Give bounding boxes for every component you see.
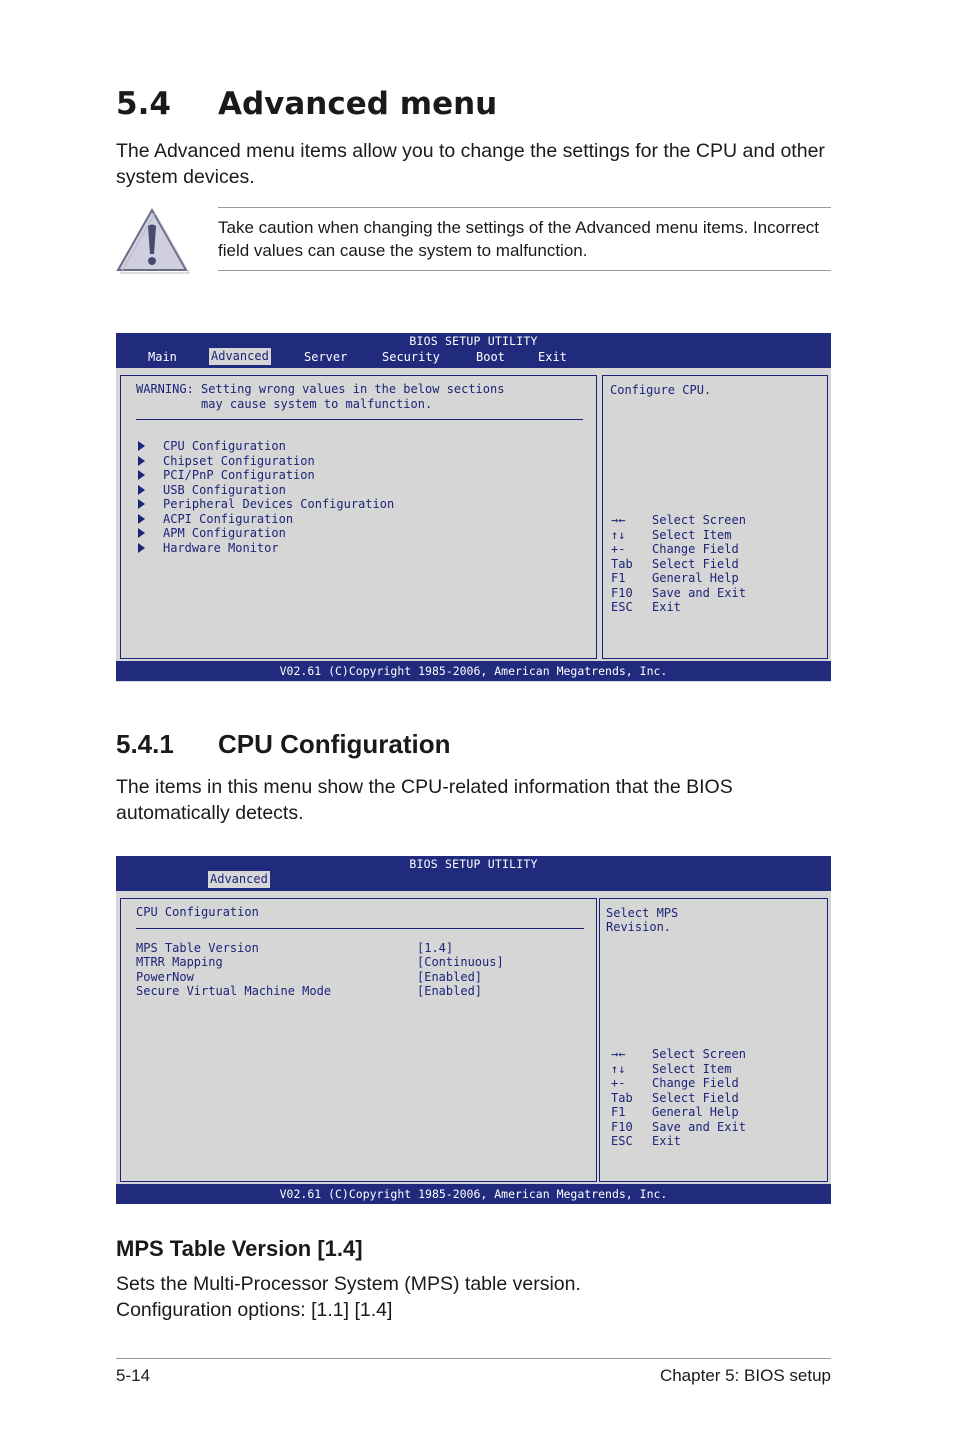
tab-security[interactable]: Security	[382, 350, 440, 364]
key-name: ↑↓	[611, 1061, 626, 1076]
key-row	[611, 1105, 746, 1120]
key-action: Select Field	[652, 1090, 739, 1105]
key-name: Tab	[611, 1090, 633, 1105]
tab-boot[interactable]: Boot	[476, 350, 505, 364]
key-legend	[611, 513, 746, 615]
key-row	[611, 1076, 746, 1091]
key-action: Select Item	[652, 527, 732, 542]
submenu-arrow-icon	[138, 528, 145, 538]
setting-value-secure-virtual-machine-mode[interactable]: [Enabled]	[417, 984, 483, 998]
key-row	[611, 513, 746, 528]
key-legend	[611, 1047, 746, 1149]
page-number: 5-14	[116, 1366, 151, 1385]
setting-value-mtrr-mapping[interactable]: [Continuous]	[417, 955, 504, 969]
setting-value-powernow[interactable]: [Enabled]	[417, 970, 483, 984]
subsection-title-text: CPU Configuration	[218, 729, 451, 759]
bios-separator	[136, 419, 583, 420]
menu-item-cpu-configuration[interactable]: CPU Configuration	[163, 439, 286, 453]
key-row	[611, 571, 746, 586]
bios-header	[116, 856, 831, 891]
key-action: Change Field	[652, 542, 739, 556]
key-name: ESC	[611, 1134, 633, 1148]
chapter-label: Chapter 5: BIOS setup	[659, 1366, 831, 1385]
warning-triangle-icon	[112, 204, 192, 276]
submenu-arrow-icon	[138, 441, 145, 451]
key-row	[611, 1047, 746, 1062]
setting-name-mps-table-version[interactable]: MPS Table Version	[136, 941, 259, 955]
help-text-line-2: Revision.	[606, 920, 672, 934]
bios-screen-advanced	[116, 333, 831, 682]
key-action: Select Field	[652, 556, 739, 571]
key-name: F1	[611, 571, 626, 585]
submenu-arrow-icon	[138, 499, 145, 509]
submenu-arrow-icon	[138, 543, 145, 553]
key-name: F10	[611, 1119, 633, 1134]
bios-separator	[136, 928, 584, 929]
bios-header	[116, 333, 831, 368]
menu-item-hardware-monitor[interactable]: Hardware Monitor	[163, 541, 279, 555]
key-action: General Help	[652, 571, 739, 585]
submenu-arrow-icon	[138, 456, 145, 466]
section-title-text: Advanced menu	[218, 86, 498, 122]
mps-heading: MPS Table Version [1.4]	[116, 1236, 363, 1261]
key-row	[611, 528, 746, 543]
key-row	[611, 586, 746, 601]
key-name: +-	[611, 1076, 626, 1090]
bios-copyright: V02.61 (C)Copyright 1985-2006, American Megatrends, Inc.	[116, 661, 831, 681]
intro-paragraph: The Advanced menu items allow you to change the settings for the CPU and other system devices.	[116, 140, 825, 188]
help-text: Configure CPU.	[610, 383, 712, 397]
key-name: ↑↓	[611, 527, 626, 542]
key-name: +-	[611, 542, 626, 556]
key-name: ESC	[611, 600, 633, 614]
key-action: Save and Exit	[652, 585, 746, 600]
section-title	[116, 86, 497, 122]
help-text-line-1: Select MPS	[606, 906, 679, 920]
menu-item-usb-configuration[interactable]: USB Configuration	[163, 483, 286, 497]
submenu-arrow-icon	[138, 514, 145, 524]
bios-title: BIOS SETUP UTILITY	[409, 857, 538, 871]
key-row	[611, 557, 746, 572]
key-name: →←	[611, 513, 626, 527]
subsection-number: 5.4.1	[116, 729, 174, 759]
tab-advanced[interactable]: Advanced	[210, 872, 268, 886]
key-action: Exit	[652, 600, 681, 614]
cpu-config-heading: CPU Configuration	[136, 905, 259, 919]
footer-rule	[116, 1358, 831, 1359]
caution-bottom-rule	[218, 270, 831, 271]
bios-title: BIOS SETUP UTILITY	[409, 334, 538, 348]
tab-exit[interactable]: Exit	[538, 350, 567, 364]
tab-advanced[interactable]: Advanced	[211, 349, 269, 363]
key-action: Select Screen	[652, 513, 746, 527]
tab-server[interactable]: Server	[304, 350, 348, 364]
key-row	[611, 600, 746, 615]
key-action: Save and Exit	[652, 1119, 746, 1134]
key-action: Exit	[652, 1134, 681, 1148]
section-number: 5.4	[116, 86, 171, 122]
key-action: Select Screen	[652, 1047, 746, 1061]
key-name: F10	[611, 585, 633, 600]
caution-top-rule	[218, 207, 831, 208]
key-row	[611, 542, 746, 557]
setting-name-secure-virtual-machine-mode[interactable]: Secure Virtual Machine Mode	[136, 984, 332, 998]
caution-text: Take caution when changing the settings of the Advanced menu items. Incorrect field values can cause the system to malfunction.	[218, 218, 820, 260]
setting-value-mps-table-version[interactable]: [1.4]	[417, 941, 454, 955]
menu-item-peripheral-devices-configuration[interactable]: Peripheral Devices Configuration	[163, 497, 395, 511]
tab-main[interactable]: Main	[148, 350, 177, 364]
subsection-intro: The items in this menu show the CPU-related information that the BIOS automatically detects.	[116, 776, 733, 824]
key-row	[611, 1091, 746, 1106]
setting-name-mtrr-mapping[interactable]: MTRR Mapping	[136, 955, 223, 969]
key-row	[611, 1062, 746, 1077]
bios-copyright: V02.61 (C)Copyright 1985-2006, American Megatrends, Inc.	[116, 1184, 831, 1204]
key-name: Tab	[611, 556, 633, 571]
key-action: Change Field	[652, 1076, 739, 1090]
submenu-arrow-icon	[138, 470, 145, 480]
mps-options: Configuration options: [1.1] [1.4]	[116, 1299, 393, 1321]
mps-description: Sets the Multi-Processor System (MPS) table version.	[116, 1273, 581, 1295]
key-action: Select Item	[652, 1061, 732, 1076]
warning-line-1: WARNING: Setting wrong values in the below sections	[136, 382, 505, 396]
key-row	[611, 1120, 746, 1135]
subsection-title	[116, 729, 451, 760]
key-name: →←	[611, 1047, 626, 1061]
menu-item-pcipnp-configuration[interactable]: PCI/PnP Configuration	[163, 468, 315, 482]
menu-item-acpi-configuration[interactable]: ACPI Configuration	[163, 512, 294, 526]
menu-item-chipset-configuration[interactable]: Chipset Configuration	[163, 454, 315, 468]
key-action: General Help	[652, 1105, 739, 1119]
key-row	[611, 1134, 746, 1149]
submenu-arrow-icon	[138, 485, 145, 495]
setting-name-powernow[interactable]: PowerNow	[136, 970, 194, 984]
bios-screen-cpu-configuration	[116, 856, 831, 1203]
key-name: F1	[611, 1105, 626, 1119]
warning-line-2: may cause system to malfunction.	[136, 397, 433, 411]
menu-item-apm-configuration[interactable]: APM Configuration	[163, 526, 286, 540]
